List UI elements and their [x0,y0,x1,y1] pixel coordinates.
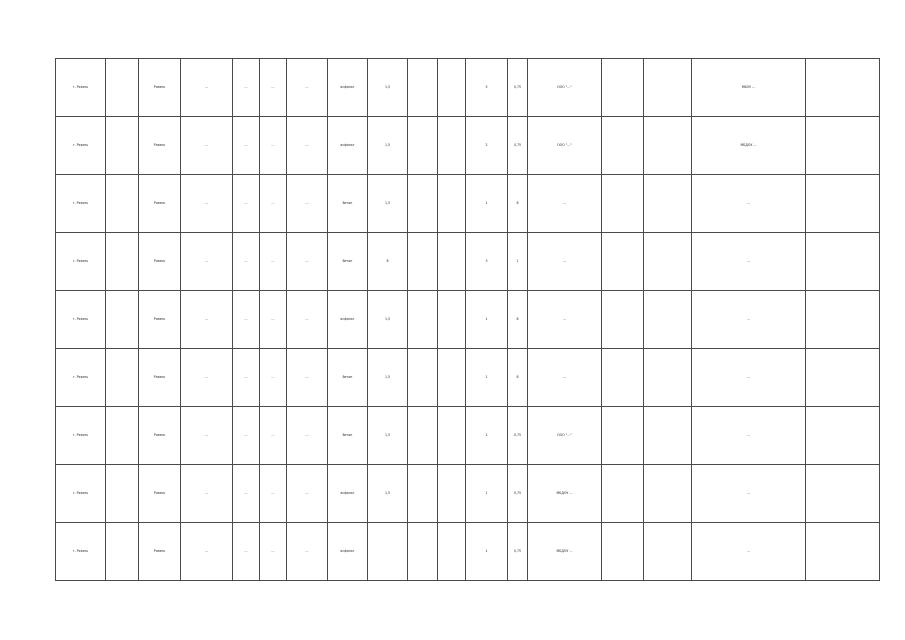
table-cell: … [260,291,287,349]
table-cell: 1,5 [368,407,408,465]
table-cell: МБОУ … [692,59,806,117]
table-cell: … [181,465,233,523]
table-cell [602,523,644,581]
table-cell: Рязань [139,523,181,581]
table-cell: … [233,175,260,233]
table-cell: ООО "…" [528,59,602,117]
table-cell: МБДОУ … [528,523,602,581]
table-cell [806,465,880,523]
table-cell: 8 [508,349,528,407]
table-row [56,523,880,581]
table-cell [644,233,692,291]
table-cell: … [287,407,328,465]
table-cell [806,233,880,291]
table-cell [106,407,139,465]
table-cell: … [233,523,260,581]
table-cell: 0,75 [508,523,528,581]
table-cell: … [287,117,328,175]
table-cell: … [233,291,260,349]
registry-table [55,58,880,581]
table-cell: … [692,407,806,465]
table-cell: … [692,349,806,407]
table-cell: … [181,523,233,581]
table-cell [644,175,692,233]
table-cell: г. Рязань [56,59,106,117]
table-cell [408,233,438,291]
table-cell: бетон [328,349,368,407]
table-cell: 1 [466,523,508,581]
table-cell [106,465,139,523]
table-cell: … [287,465,328,523]
table-cell: … [287,349,328,407]
table-cell [438,175,466,233]
table-cell [106,175,139,233]
table-cell: 8 [508,291,528,349]
table-row [56,59,880,117]
table-cell: … [260,523,287,581]
table-cell [644,407,692,465]
table-cell: Рязань [139,407,181,465]
table-cell [602,349,644,407]
table-cell: … [233,349,260,407]
table-cell: Рязань [139,59,181,117]
table-cell [602,175,644,233]
table-cell: 1 [466,291,508,349]
table-cell: … [233,117,260,175]
table-cell: г. Рязань [56,523,106,581]
table-cell: … [287,59,328,117]
table-cell: Рязань [139,117,181,175]
table-cell [106,59,139,117]
table-cell: 1,5 [368,291,408,349]
table-cell [602,465,644,523]
table-row [56,407,880,465]
table-cell: г. Рязань [56,407,106,465]
table-cell: бетон [328,175,368,233]
table-cell: … [287,233,328,291]
table-cell: … [233,465,260,523]
table-cell [644,291,692,349]
table-cell: … [528,349,602,407]
table-row [56,465,880,523]
table-cell [806,175,880,233]
table-cell: МБДОУ … [692,117,806,175]
table-cell: 1,5 [368,59,408,117]
table-cell [438,349,466,407]
table-cell [438,407,466,465]
table-cell: 1,5 [368,465,408,523]
table-cell: 1,5 [368,175,408,233]
table-cell [408,407,438,465]
table-row [56,349,880,407]
table-cell: Рязань [139,175,181,233]
table-cell [602,233,644,291]
table-cell: 1,5 [368,349,408,407]
table-cell: 0,75 [508,465,528,523]
table-cell: г. Рязань [56,233,106,291]
table-cell: асфальт [328,291,368,349]
table-cell: 2 [466,407,508,465]
table-cell: Рязань [139,291,181,349]
table-cell: … [287,291,328,349]
table-cell: асфальт [328,523,368,581]
table-cell [408,349,438,407]
table-cell: Рязань [139,465,181,523]
table-cell: … [181,175,233,233]
table-cell: … [233,407,260,465]
table-cell: … [181,59,233,117]
table-cell [644,117,692,175]
table-cell: … [260,117,287,175]
table-cell [644,523,692,581]
table-cell: 1 [508,233,528,291]
table-cell: 2 [466,117,508,175]
table-cell: … [692,523,806,581]
table-cell [438,117,466,175]
table-cell: … [692,465,806,523]
table-cell: … [260,349,287,407]
table-cell [806,349,880,407]
table-cell [408,117,438,175]
table-cell [408,175,438,233]
table-cell: … [287,175,328,233]
table-cell [806,291,880,349]
table-cell: … [692,291,806,349]
table-cell: … [233,233,260,291]
table-cell [408,465,438,523]
table-cell [408,523,438,581]
table-cell: … [260,465,287,523]
table-cell: асфальт [328,117,368,175]
table-cell: 0,75 [508,117,528,175]
table-cell: … [181,349,233,407]
table-cell: 1 [466,175,508,233]
table-cell: асфальт [328,59,368,117]
table-cell [106,349,139,407]
table-cell [438,523,466,581]
table-cell: … [692,175,806,233]
table-cell: … [233,59,260,117]
table-cell: … [181,233,233,291]
table-cell: 0,75 [508,407,528,465]
table-cell [602,407,644,465]
table-cell [602,117,644,175]
table-cell: … [181,117,233,175]
table-row [56,117,880,175]
table-cell [106,117,139,175]
table-cell [438,465,466,523]
table-cell [602,59,644,117]
table-cell: … [528,175,602,233]
table-cell: 1 [466,465,508,523]
table-cell: … [181,291,233,349]
table-cell [106,291,139,349]
table-cell [438,233,466,291]
table-cell: 1,5 [368,117,408,175]
table-cell: … [528,233,602,291]
table-cell: 1 [466,349,508,407]
table-cell [806,117,880,175]
table-cell: 8 [368,233,408,291]
table-cell: бетон [328,407,368,465]
table-cell [806,59,880,117]
table-cell: Рязань [139,349,181,407]
table-cell [438,291,466,349]
table-cell: 5 [466,59,508,117]
table-cell [106,523,139,581]
table-cell: … [181,407,233,465]
table-cell: … [528,291,602,349]
table-cell [644,59,692,117]
table-cell: ООО "…" [528,117,602,175]
table-cell [644,465,692,523]
table-cell: бетон [328,233,368,291]
table-cell: … [260,233,287,291]
table-cell: асфальт [328,465,368,523]
table-cell [408,59,438,117]
table-cell [644,349,692,407]
table-cell [602,291,644,349]
table-cell [368,523,408,581]
table-cell: г. Рязань [56,465,106,523]
table-cell: … [287,523,328,581]
table-row [56,233,880,291]
table-cell: … [260,59,287,117]
table-cell: Рязань [139,233,181,291]
table-cell: г. Рязань [56,291,106,349]
table-cell: 3 [466,233,508,291]
table-row [56,175,880,233]
table-cell: МБДОУ … [528,465,602,523]
table-cell: г. Рязань [56,349,106,407]
table-cell: … [260,407,287,465]
table-cell: г. Рязань [56,117,106,175]
table-cell [408,291,438,349]
table-cell: 0,75 [508,59,528,117]
table-cell: 8 [508,175,528,233]
table-cell [106,233,139,291]
table-cell: г. Рязань [56,175,106,233]
table-cell: ООО "…" [528,407,602,465]
table-cell [438,59,466,117]
table-row [56,291,880,349]
table-cell: … [260,175,287,233]
table-cell [806,407,880,465]
table-cell [806,523,880,581]
table-cell: … [692,233,806,291]
